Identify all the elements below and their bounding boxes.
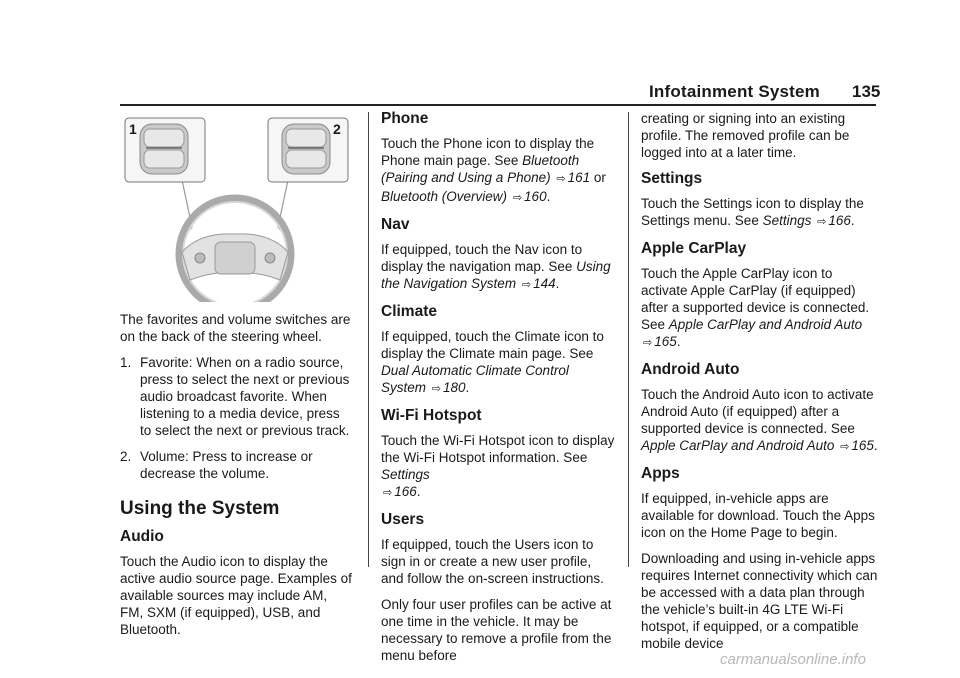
page-ref[interactable]: 161 [567, 170, 591, 185]
steering-wheel-illustration [120, 112, 350, 302]
section-heading: Using the System [120, 498, 280, 519]
carplay-android-link[interactable]: Apple CarPlay and Android Auto [641, 438, 835, 453]
page-arrow-icon: ⇨ [512, 192, 523, 204]
or-text: or [593, 170, 606, 185]
intro-paragraph: The favorites and volume switches are on the back of the steering wheel. [120, 312, 351, 344]
climate-heading: Climate [381, 303, 437, 320]
bluetooth-pairing-link[interactable]: Bluetooth (Pairing and Using a Phone) [381, 153, 580, 185]
settings-paragraph: Touch the Settings icon to display the Settings menu. See Settings ⇨ 166. [641, 196, 864, 228]
continued-paragraph: creating or signing into an existing profile. The removed profile can be logged into at a later time. [641, 111, 850, 160]
android-heading: Android Auto [641, 361, 740, 378]
android-paragraph: Touch the Android Auto icon to activate Android Auto (if equipped) after a supported device is connected. See Apple CarPlay and Android Auto ⇨ 165. [641, 387, 878, 453]
users-paragraph-1: If equipped, touch the Users icon to sign in or create a new user profile, and follow the on-screen instructions. [381, 537, 604, 586]
callout-2: 2 [333, 121, 341, 137]
page-arrow-icon: ⇨ [643, 337, 653, 349]
apps-paragraph-2: Downloading and using in-vehicle apps requires Internet connectivity which can be accessed with a data plan through the vehicle’s built-in 4G LTE Wi-Fi hotspot, if equipped, or a compatible mobile device [641, 551, 878, 651]
carplay-paragraph: Touch the Apple CarPlay icon to activate Apple CarPlay (if equipped) after a supported device is connected. See Apple CarPlay and Android Auto ⇨ 165. [641, 266, 870, 349]
bluetooth-overview-link[interactable]: Bluetooth (Overview) [381, 189, 508, 204]
page-ref[interactable]: 165 [654, 334, 677, 349]
users-paragraph-2: Only four user profiles can be active at one time in the vehicle. It may be necessary to remove a profile from the menu before [381, 597, 612, 663]
steering-wheel-figure [120, 112, 350, 302]
list-text: Volume: Press to increase or decrease the volume. [140, 449, 313, 481]
page-arrow-icon: ⇨ [817, 216, 827, 228]
page-ref[interactable]: 160 [524, 189, 547, 204]
carplay-heading: Apple CarPlay [641, 240, 747, 257]
audio-heading: Audio [120, 528, 164, 545]
list-item [120, 448, 352, 482]
settings-heading: Settings [641, 170, 703, 187]
list-number: 1. [120, 355, 132, 370]
page-arrow-icon: ⇨ [840, 441, 850, 453]
carplay-text: Touch the Apple CarPlay icon to activate Apple CarPlay (if equipped) after a supported device is connected. See [641, 266, 870, 332]
users-heading: Users [381, 511, 425, 528]
audio-paragraph: Touch the Audio icon to display the active audio source page. Examples of available sources may include AM, FM, SXM (if equipped), USB, and Bluetooth. [120, 554, 352, 637]
callout-1: 1 [129, 121, 137, 137]
carplay-android-link[interactable]: Apple CarPlay and Android Auto [668, 317, 863, 332]
climate-text: If equipped, touch the Climate icon to display the Climate main page. See [381, 329, 604, 361]
apps-paragraph-1: If equipped, in-vehicle apps are available for download. Touch the Apps icon on the Home Page to begin. [641, 491, 875, 540]
apps-heading: Apps [641, 465, 680, 482]
page-ref[interactable]: 180 [443, 380, 466, 395]
android-text: Touch the Android Auto icon to activate Android Auto (if equipped) after a supported device is connected. See [641, 387, 874, 436]
page-arrow-icon: ⇨ [431, 383, 441, 395]
phone-paragraph: Touch the Phone icon to display the Phone main page. See Bluetooth (Pairing and Using a Phone) ⇨ 161 or Bluetooth (Overview) ⇨ 160. [381, 136, 606, 204]
list-item [120, 354, 352, 439]
page-ref[interactable]: 165 [851, 438, 874, 453]
page-ref[interactable]: 166 [828, 213, 851, 228]
nav-paragraph: If equipped, touch the Nav icon to display the navigation map. See Using the Navigation System ⇨ 144. [381, 242, 611, 291]
page-ref[interactable]: 144 [533, 276, 556, 291]
phone-text: Touch the Phone icon to display the Phone main page. See [381, 136, 595, 168]
settings-link[interactable]: Settings [381, 467, 430, 482]
section-title: Infotainment System [649, 82, 820, 101]
column-divider [368, 112, 369, 567]
nav-heading: Nav [381, 216, 410, 233]
page-number: 135 [852, 82, 881, 101]
list-text: Favorite: When on a radio source, press to select the next or previous audio broadcast favorite. When listening to a media device, press to select the next or previous track. [140, 355, 350, 438]
wifi-heading: Wi-Fi Hotspot [381, 407, 482, 424]
wifi-paragraph: Touch the Wi-Fi Hotspot icon to display the Wi-Fi Hotspot information. See Settings ⇨ 166. [381, 433, 615, 499]
phone-heading: Phone [381, 110, 429, 127]
wifi-text: Touch the Wi-Fi Hotspot icon to display the Wi-Fi Hotspot information. See [381, 433, 615, 465]
settings-link[interactable]: Settings [762, 213, 812, 228]
settings-text: Touch the Settings icon to display the Settings menu. See [641, 196, 864, 228]
page-ref[interactable]: 166 [394, 484, 417, 499]
column-divider [628, 112, 629, 567]
page-arrow-icon: ⇨ [521, 279, 532, 291]
header-rule [120, 104, 876, 106]
climate-control-link[interactable]: Dual Automatic Climate Control System [381, 363, 569, 395]
page-arrow-icon: ⇨ [556, 173, 566, 185]
column-1 [120, 311, 352, 647]
watermark: carmanualsonline.info [720, 651, 866, 668]
climate-paragraph: If equipped, touch the Climate icon to display the Climate main page. See Dual Automatic Climate Control System ⇨ 180. [381, 329, 604, 395]
column-2 [381, 110, 617, 673]
navigation-system-link[interactable]: Using the Navigation System [381, 259, 611, 291]
list-number: 2. [120, 449, 132, 464]
page-arrow-icon: ⇨ [383, 487, 393, 499]
nav-text: If equipped, touch the Nav icon to display the navigation map. See [381, 242, 583, 274]
column-3 [641, 110, 879, 661]
